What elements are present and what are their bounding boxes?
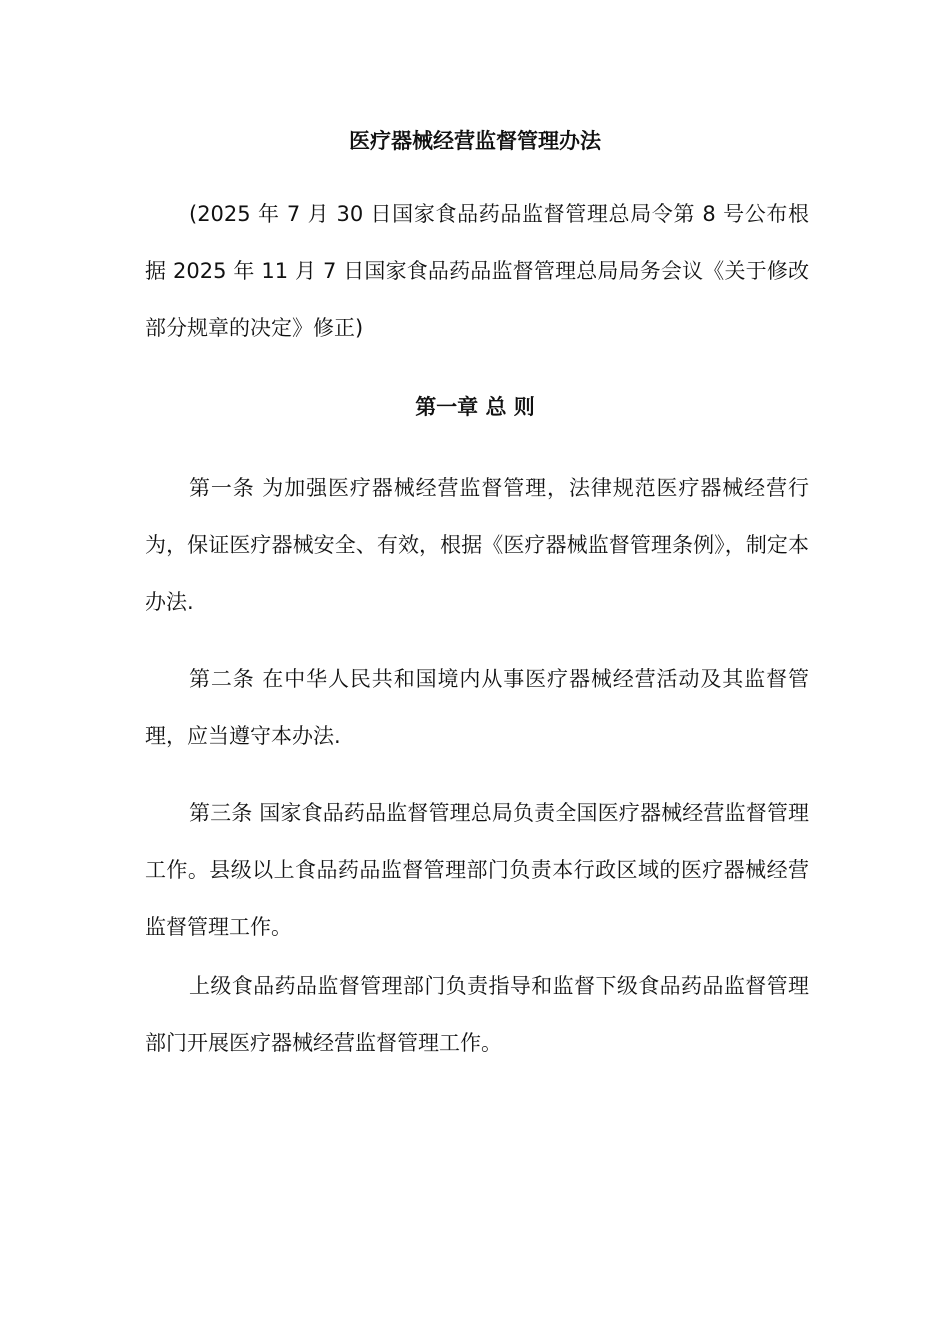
article-3-continuation-paragraph: 上级食品药品监督管理部门负责指导和监督下级食品药品监督管理部门开展医疗器械经营监督管理工作。 — [145, 974, 809, 1055]
article-3-paragraph: 第三条 国家食品药品监督管理总局负责全国医疗器械经营监督管理工作。县级以上食品药品监督管理部门负责本行政区域的医疗器械经营监督管理工作。 — [145, 801, 809, 939]
preface-paragraph: (2025 年 7 月 30 日国家食品药品监督管理总局令第 8 号公布根据 2025 年 11 月 7 日国家食品药品监督管理总局局务会议《关于修改部分规章的决定》修正) — [145, 202, 809, 340]
article-1-paragraph: 第一条 为加强医疗器械经营监督管理，法律规范医疗器械经营行为，保证医疗器械安全、有效，根据《医疗器械监督管理条例》，制定本办法. — [145, 476, 809, 614]
article-2-paragraph: 第二条 在中华人民共和国境内从事医疗器械经营活动及其监督管理，应当遵守本办法. — [145, 667, 809, 748]
document-title: 医疗器械经营监督管理办法 — [349, 129, 601, 153]
chapter-heading: 第一章 总 则 — [415, 395, 535, 419]
